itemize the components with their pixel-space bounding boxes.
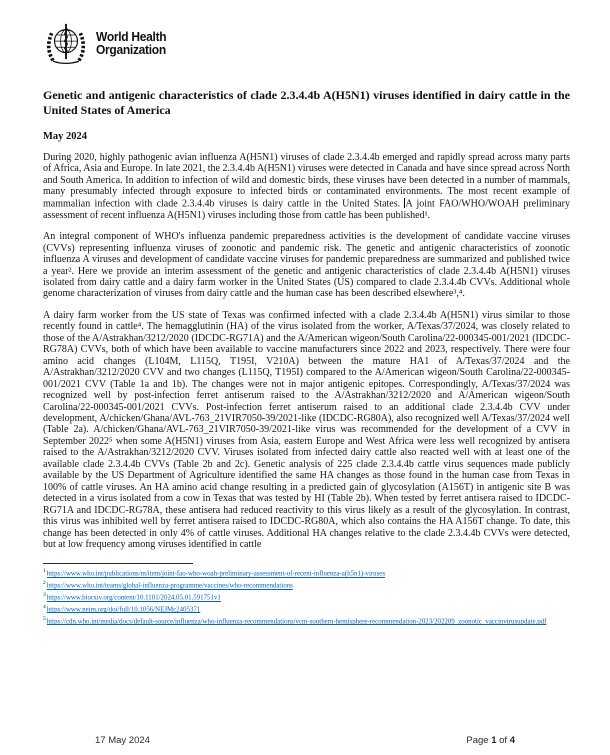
who-logo — [43, 22, 570, 66]
footnote — [43, 591, 570, 603]
footnote — [43, 603, 570, 615]
footnote — [43, 579, 570, 591]
footnote-marker: 3 — [43, 592, 46, 599]
footnote-link[interactable]: https://cdn.who.int/media/docs/default-source/influenza/who-influenza-recommendations/vcm-southern-hemisphere-recommendation-2023/202209_zoonotic_vaccinvirusupdate.pdf — [46, 618, 547, 626]
document-title: Genetic and antigenic characteristics of clade 2.3.4.4b A(H5N1) viruses identified in dairy cattle in the United States of America — [43, 88, 570, 117]
footnote-marker: 4 — [43, 604, 46, 611]
footnote — [43, 567, 570, 579]
footer-page-current: 1 — [491, 735, 497, 746]
footnote-separator — [43, 563, 193, 564]
footnote-link[interactable]: https://www.who.int/teams/global-influenza-programme/vaccines/who-recommendations — [46, 582, 293, 590]
who-logo-line1: World Health — [96, 29, 167, 44]
document-date: May 2024 — [43, 131, 88, 142]
footnote-link[interactable]: https://www.who.int/publications/m/item/joint-fao-who-woah-preliminary-assessment-of-recent-influenza-a(h5n1)-viruses — [46, 570, 386, 578]
paragraph-3: A dairy farm worker from the US state of Texas was confirmed infected with a clade 2.3.4.4b A(H5N1) virus similar to those recently found in cattle⁴. The hemagglutinin (HA) of the virus isolated from the worker, A/Texas/37/2024, was closely related to those of the A/Astrakhan/3212/2020 (IDCDC-RG71A) and the A/American wigeon/South Carolina/22-000345-001/2021 (IDCDC-RG78A) CVVs, both of which have been available to vaccine manufacturers since 2022 and 2023, respectively. There were four amino acid changes (L104M, L115Q, T195I, V210A) between the mature HA1 of A/Texas/37/2024 and the A/Astrakhan/3212/2020 CVV and two changes (L115Q, T195I) compared to the A/American wigeon/South Carolina/22-000345-001/2021 CVV (Table 1a and 1b). The changes were not in major antigenic epitopes. Correspondingly, A/Texas/37/2024 was recognized well by post-infection ferret antiserum raised to the A/Astrakhan/3212/2020 and A/American wigeon/South Carolina/22-000345-001/2021 CVVs. Post-infection ferret antiserum raised to an additional clade 2.3.4.4b CVV under development, A/chicken/Ghana/AVL-763_21VIR7050-39/2021-like (IDCDC-RG80A), also recognized well A/Texas/37/2024 well (Table 2a). A/chicken/Ghana/AVL-763_21VIR7050-39/2021-like virus was recommended for the development of a CVV in September 2022⁵ when some A(H5N1) viruses from Asia, eastern Europe and West Africa were less well recognized by antisera raised to the A/Astrakhan/3212/2020 CVV. Viruses isolated from infected dairy cattle also reacted well with at least one of the available clade 2.3.4.4b CVVs (Table 2b and 2c). Genetic analysis of 225 clade 2.3.4.4b cattle virus sequences made publicly available by the US Department of Agriculture identified the same HA changes as those found in the human case from Texas in 100% of cattle viruses. An HA amino acid change resulting in a predicted gain of glycosylation (A156T) in antigenic site B was detected in a virus isolated from a cow in Texas that was tested by HI (Table 2b). When tested by ferret antisera raised to IDCDC-RG71A and IDCDC-RG78A, these antisera had reduced reactivity to this virus likely as a result of the glycosylation. In contrast, this virus was inhibited well by ferret antisera raised to IDCDC-RG80A, which also contains the HA A156T change. To date, this change has been detected in only 4% of cattle viruses. Additional HA changes relative to the clade 2.3.4.4b CVVs were detected, but at low frequency among viruses identified in cattle — [43, 309, 570, 550]
footnote-link[interactable]: https://www.biorxiv.org/content/10.1101/2024.05.01.591751v1 — [46, 594, 221, 602]
paragraph-1 — [43, 152, 570, 221]
footnote-marker: 1 — [43, 568, 46, 575]
paragraph-1-text-after-cursor: A joint FAO/WHO/WOAH preliminary assessment of recent influenza A(H5N1) viruses including those from cattle has been published¹. — [43, 198, 570, 221]
footnote-link[interactable]: https://www.nejm.org/doi/full/10.1056/NEJMc2405371 — [46, 606, 201, 614]
paragraph-1-text-before-cursor: During 2020, highly pathogenic avian influenza A(H5N1) viruses of clade 2.3.4.4b emerged and rapidly spread across many parts of Africa, Asia and Europe. In late 2021, the 2.3.4.4b A(H5N1) viruses were detected in Canada and have since spread across North and South America. In addition to infection of wild and domestic birds, these viruses have been detected in a number of mammals, many presumably infected through exposure to infected birds or contaminated environments. The most recent example of mammalian infection with clade 2.3.4.4b viruses is dairy cattle in the United States. — [43, 152, 570, 210]
who-emblem-icon — [43, 21, 89, 67]
footer-page-word: Page — [466, 735, 489, 746]
footnote — [43, 615, 570, 627]
footer-of-word: of — [499, 735, 508, 746]
who-logo-line2: Organization — [96, 43, 166, 57]
footer-page-total: 4 — [509, 735, 515, 746]
footer-date: 17 May 2024 — [95, 735, 150, 746]
who-logo-text — [96, 31, 166, 58]
footnote-marker: 5 — [43, 616, 46, 623]
page-footer — [0, 735, 610, 746]
footer-page-number — [466, 735, 515, 746]
footnote-marker: 2 — [43, 580, 46, 587]
paragraph-2: An integral component of WHO's influenza pandemic preparedness activities is the development of candidate vaccine viruses (CVVs) representing influenza viruses of zoonotic and pandemic risk. The genetic and antigenic characteristics of zoonotic influenza A viruses and development of candidate vaccine viruses for pandemic preparedness are summarized and published twice a year². Here we provide an interim assessment of the genetic and antigenic characteristics of clade 2.3.4.4b A(H5N1) viruses isolated from dairy cattle and a dairy farm worker in the United States (US) compared to clade 2.3.4.4b CVVs. Additional whole genome characterization of viruses from dairy cattle and the human case has been described elsewhere³,⁴. — [43, 231, 570, 300]
footnotes-section — [43, 567, 570, 626]
